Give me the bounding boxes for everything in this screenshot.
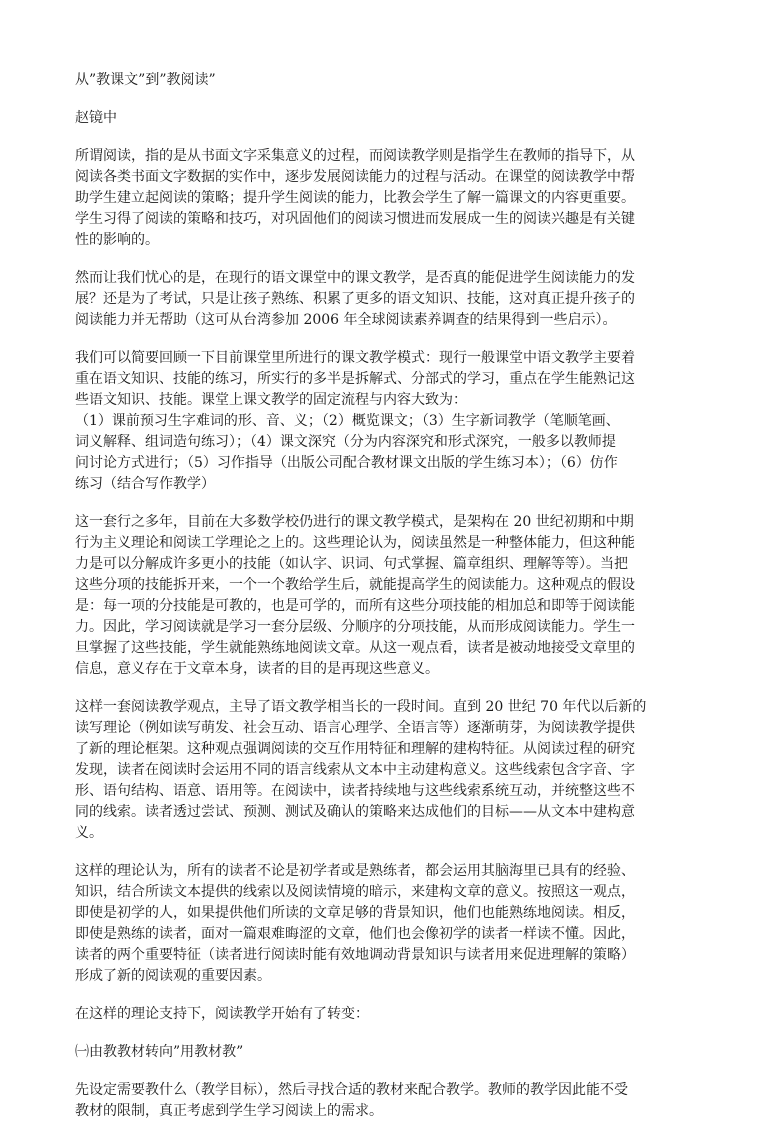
text-line: 形成了新的阅读观的重要因素。 xyxy=(75,968,271,984)
text-line: 性的影响的。 xyxy=(75,232,159,248)
text-line: 同的线索。读者透过尝试、预测、测试及确认的策略来达成他们的目标——从文本中建构意 xyxy=(75,804,635,820)
text-line: 了新的理论框架。这种观点强调阅读的交互作用特征和理解的建构特征。从阅读过程的研究 xyxy=(75,741,635,757)
text-line: 这样一套阅读教学观点，主导了语文教学相当长的一段时间。直到 20 世纪 70 年代以后新的 xyxy=(75,699,647,715)
paragraph-3 xyxy=(75,348,697,495)
text-line: 义。 xyxy=(75,825,103,841)
document-page xyxy=(75,70,697,1139)
text-line: 力是可以分解成许多更小的技能（如认字、识词、句式掌握、篇章组织、理解等等）。当把 xyxy=(75,556,628,572)
text-line: 力。因此，学习阅读就是学习一套分层级、分顺序的分项技能，从而形成阅读能力。学生一 xyxy=(75,619,635,635)
text-line: 词义解释、组词造句练习）；（4）课文深究（分为内容深究和形式深究，一般多以教师提 xyxy=(75,434,616,450)
text-line: 行为主义理论和阅读工学理论之上的。这些理论认为，阅读虽然是一种整体能力，但这种能 xyxy=(75,535,635,551)
text-line: 这些分项的技能拆开来，一个一个教给学生后，就能提高学生的阅读能力。这种观点的假设 xyxy=(75,577,635,593)
paragraph-9 xyxy=(75,1080,697,1122)
text-line: 旦掌握了这些技能，学生就能熟练地阅读文章。从这一观点看，读者是被动地接受文章里的 xyxy=(75,640,635,656)
text-line: 这样的理论认为，所有的读者不论是初学者或是熟练者，都会运用其脑海里已具有的经验、 xyxy=(75,863,635,879)
text-line: 在这样的理论支持下，阅读教学开始有了转变： xyxy=(75,1006,369,1022)
paragraph-1 xyxy=(75,146,697,251)
text-line: 所谓阅读，指的是从书面文字采集意义的过程，而阅读教学则是指学生在教师的指导下，从 xyxy=(75,148,635,164)
text-line: 教材的限制，真正考虑到学生学习阅读上的需求。 xyxy=(75,1103,383,1119)
text-line: 信息，意义存在于文章本身，读者的目的是再现这些意义。 xyxy=(75,661,439,677)
paragraph-2 xyxy=(75,268,697,331)
text-line: 阅读各类书面文字数据的实作中，逐步发展阅读能力的过程与活动。在课堂的阅读教学中帮 xyxy=(75,169,635,185)
text-line: 读写理论（例如读写萌发、社会互动、语言心理学、全语言等）逐渐萌芽，为阅读教学提供 xyxy=(75,720,635,736)
paragraph-7 xyxy=(75,1004,697,1025)
text-line: 问讨论方式进行；（5）习作指导（出版公司配合教材课文出版的学生练习本）；（6）仿作 xyxy=(75,455,618,471)
paragraph-5 xyxy=(75,697,697,844)
document-body xyxy=(75,146,697,1122)
text-line: 我们可以简要回顾一下目前课堂里所进行的课文教学模式：现行一般课堂中语文教学主要着 xyxy=(75,350,635,366)
text-line: 学生习得了阅读的策略和技巧，对巩固他们的阅读习惯进而发展成一生的阅读兴趣是有关键 xyxy=(75,211,635,227)
text-line: 即使是初学的人，如果提供他们所读的文章足够的背景知识，他们也能熟练地阅读。相反， xyxy=(75,905,635,921)
paragraph-6 xyxy=(75,861,697,987)
text-line: 些语文知识、技能。课堂上课文教学的固定流程与内容大致为： xyxy=(75,392,467,408)
text-line: 助学生建立起阅读的策略；提升学生阅读的能力，比教会学生了解一篇课文的内容更重要。 xyxy=(75,190,635,206)
text-line: 读者的两个重要特征（读者进行阅读时能有效地调动背景知识与读者用来促进理解的策略） xyxy=(75,947,635,963)
text-line: ㈠由教教材转向”用教材教” xyxy=(75,1044,244,1060)
text-line: 是：每一项的分技能是可教的，也是可学的，而所有这些分项技能的相加总和即等于阅读能 xyxy=(75,598,635,614)
text-line: 然而让我们忧心的是，在现行的语文课堂中的课文教学，是否真的能促进学生阅读能力的发 xyxy=(75,270,635,286)
text-line: 练习（结合写作教学） xyxy=(75,476,215,492)
text-line: 知识，结合所读文本提供的线索以及阅读情境的暗示，来建构文章的意义。按照这一观点， xyxy=(75,884,635,900)
text-line: 先设定需要教什么（教学目标），然后寻找合适的教材来配合教学。教师的教学因此能不受 xyxy=(75,1082,628,1098)
text-line: 重在语文知识、技能的练习，所实行的多半是拆解式、分部式的学习，重点在学生能熟记这 xyxy=(75,371,635,387)
text-line: 发现，读者在阅读时会运用不同的语言线索从文本中主动建构意义。这些线索包含字音、字 xyxy=(75,762,635,778)
text-line: 即使是熟练的读者，面对一篇艰难晦涩的文章，他们也会像初学的读者一样读不懂。因此， xyxy=(75,926,635,942)
text-line: 展？还是为了考试，只是让孩子熟练、积累了更多的语文知识、技能，这对真正提升孩子的 xyxy=(75,291,635,307)
text-line: （1）课前预习生字难词的形、音、义；（2）概览课文；（3）生字新词教学（笔顺笔画、 xyxy=(75,413,620,429)
paragraph-4 xyxy=(75,512,697,680)
text-line: 阅读能力并无帮助（这可从台湾参加 2006 年全球阅读素养调查的结果得到一些启示）。 xyxy=(75,312,617,328)
author-name: 赵镜中 xyxy=(75,110,117,126)
text-line: 这一套行之多年，目前在大多数学校仍进行的课文教学模式，是架构在 20 世纪初期和中期 xyxy=(75,514,634,530)
paragraph-8 xyxy=(75,1042,697,1063)
text-line: 形、语句结构、语意、语用等。在阅读中，读者持续地与这些线索系统互动，并统整这些不 xyxy=(75,783,635,799)
document-title: 从”教课文”到”教阅读” xyxy=(75,72,216,88)
